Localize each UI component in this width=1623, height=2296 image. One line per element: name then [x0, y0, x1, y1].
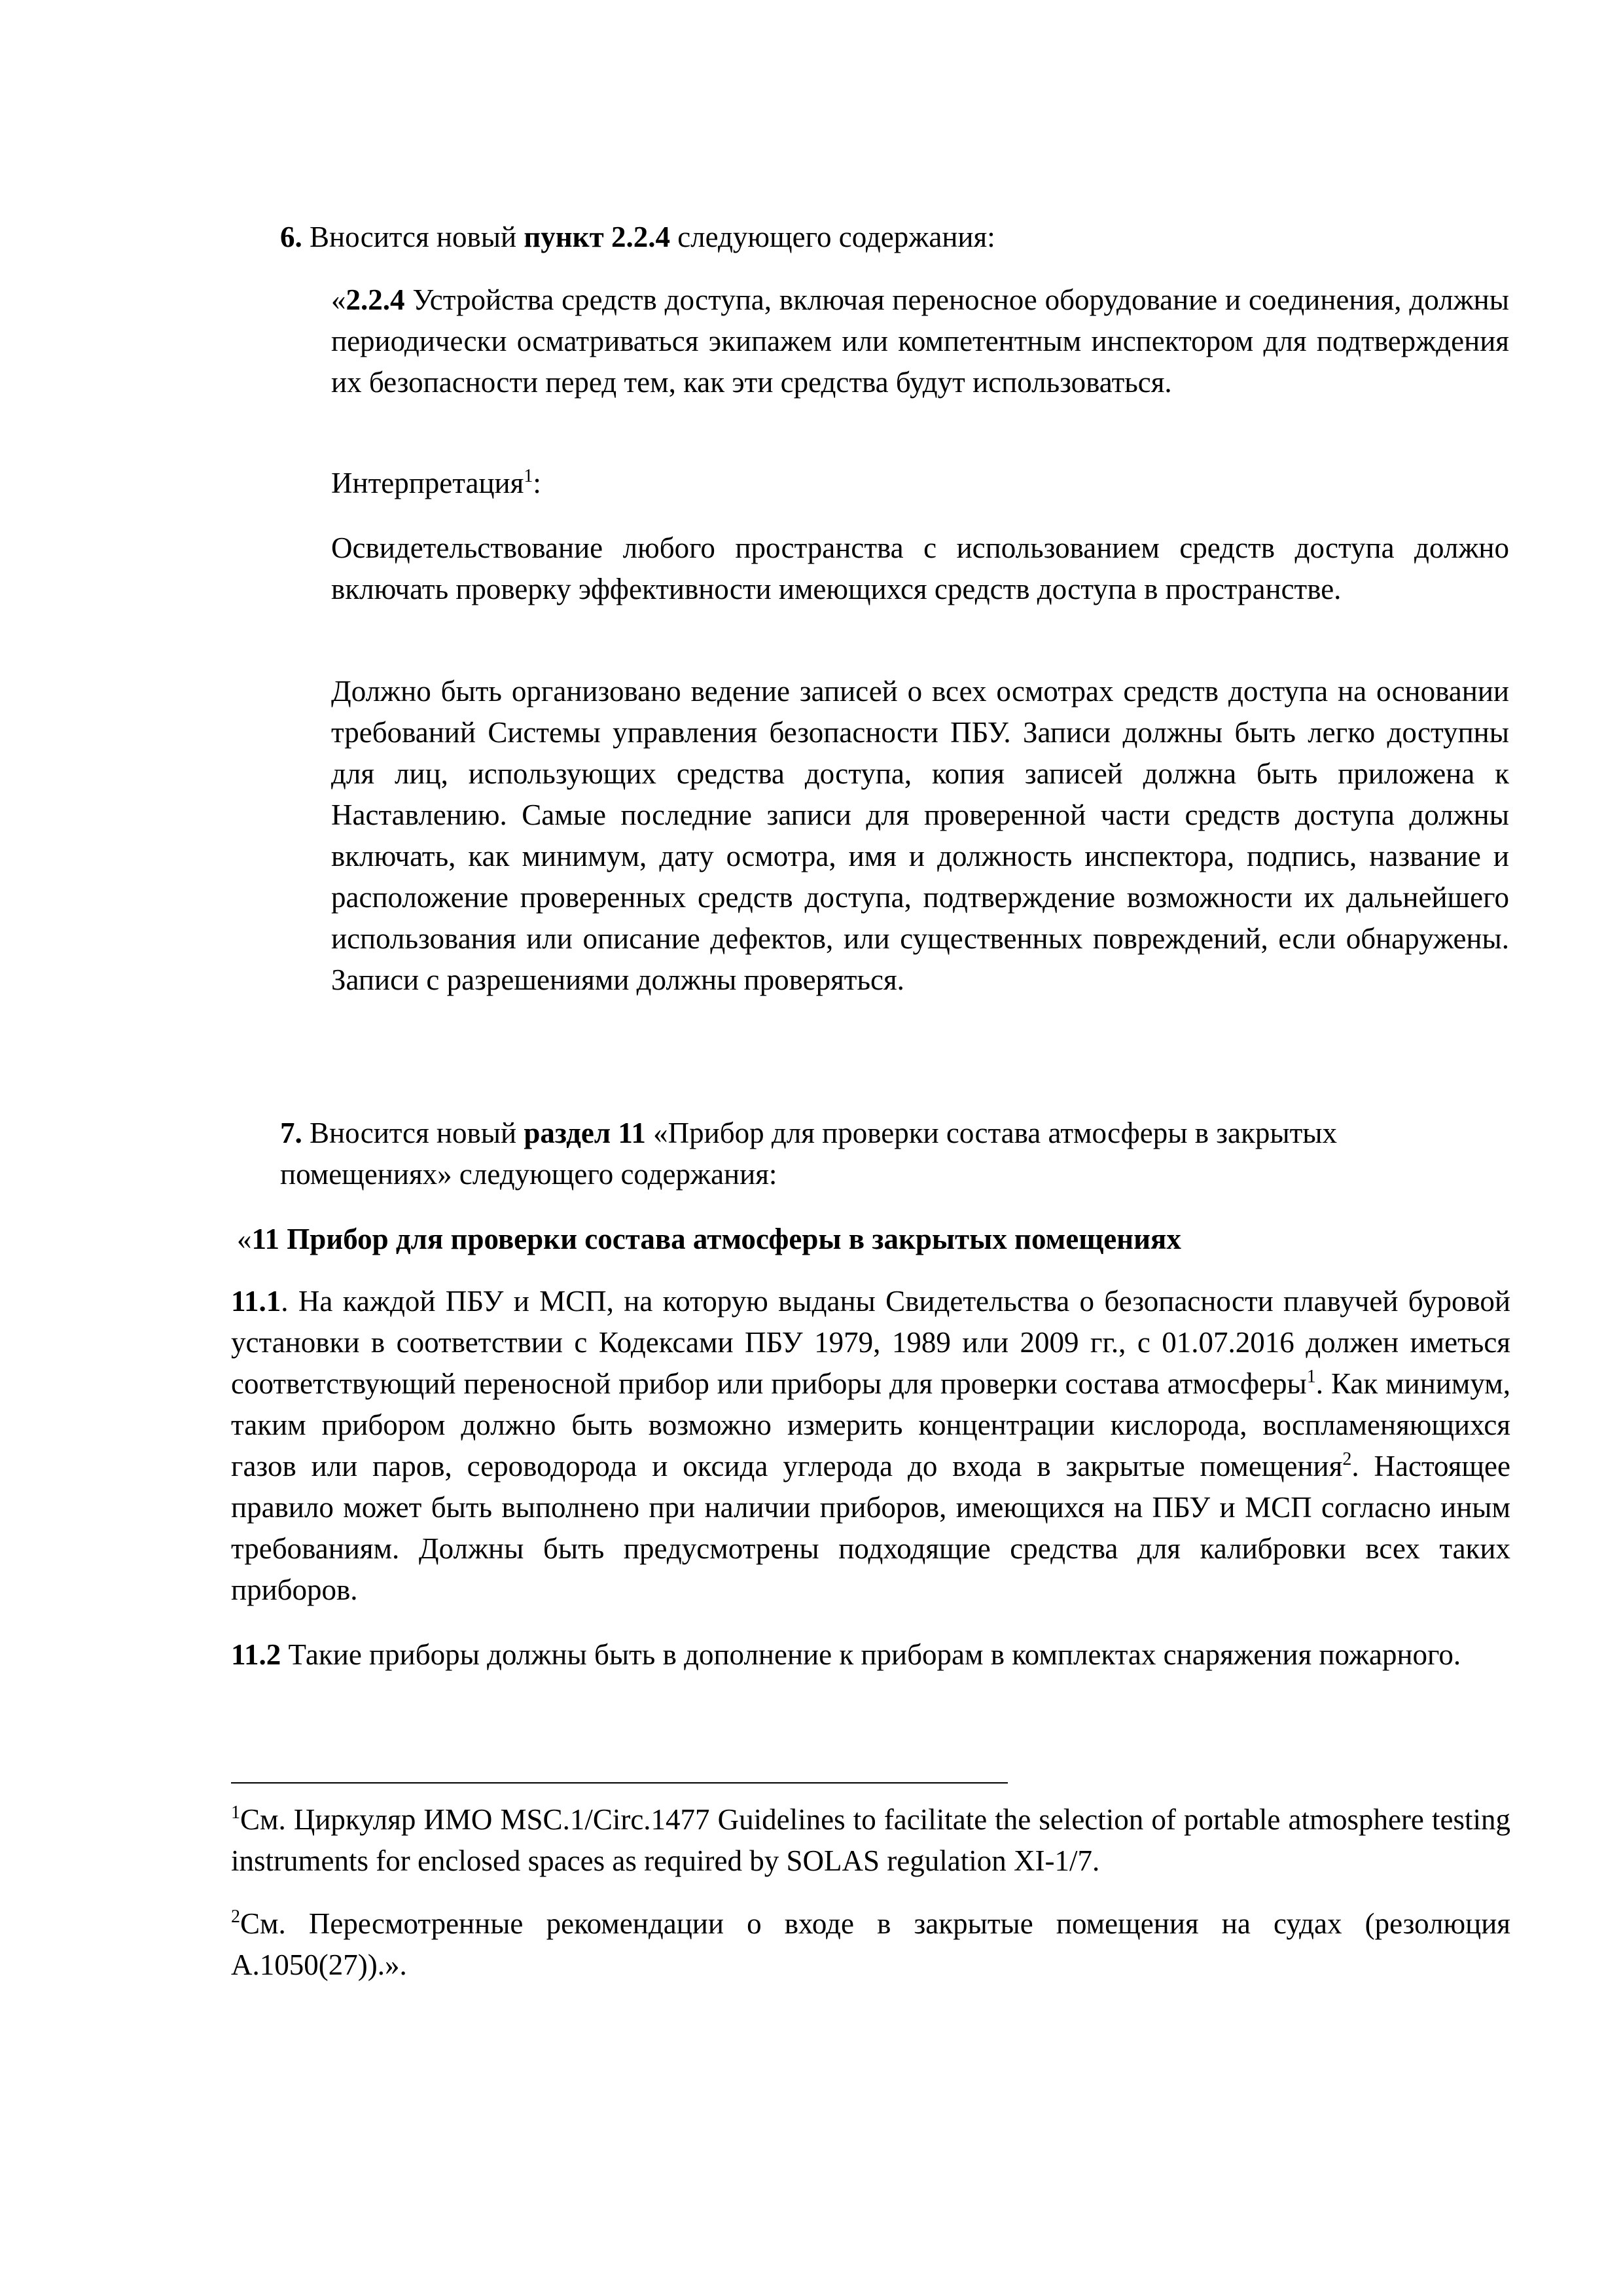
clause-2-2-4-open-quote: «	[331, 283, 346, 316]
item-6-intro	[280, 217, 1510, 258]
records-paragraph: Должно быть организовано ведение записей о всех осмотрах средств доступа на основании требований Системы управления безопасности ПБУ. Записи должны быть легко доступны для лиц, использующих средства доступа, копия записей должна быть приложена к Наставлению. Самые последние записи для проверенной части средств доступа должны включать, как минимум, дату осмотра, имя и должность инспектора, подпись, название и расположение проверенных средств доступа, подтверждение возможности их дальнейшего использования или описание дефектов, или существенных повреждений, если обнаружены. Записи с разрешениями должны проверяться.	[331, 675, 1509, 996]
section-11-open-quote: «	[237, 1223, 252, 1255]
item-6-bold-ref: пункт 2.2.4	[524, 221, 670, 253]
footnote-ref-1: 1	[1306, 1367, 1316, 1387]
paragraph-11-1	[231, 1281, 1510, 1611]
footnote-2-mark: 2	[231, 1907, 240, 1927]
paragraph-11-1-number: 11.1	[231, 1285, 281, 1318]
item-7-text-a: Вносится новый	[302, 1117, 524, 1149]
interpretation-heading	[331, 463, 1509, 504]
item-7-text-b: «Прибор для проверки состава атмосферы в закрытых помещениях» следующего содержания:	[280, 1117, 1337, 1191]
clause-2-2-4-text: Устройства средств доступа, включая переносное оборудование и соединения, должны периодически осматриваться экипажем или компетентным инспектором для подтверждения их безопасности перед тем, как эти средства будут использоваться.	[331, 283, 1509, 399]
interpretation-label: Интерпретация	[331, 467, 524, 499]
interpretation-colon: :	[533, 467, 541, 499]
item-7-intro	[280, 1113, 1510, 1195]
clause-2-2-4	[331, 279, 1509, 403]
survey-paragraph: Освидетельствование любого пространства с использованием средств доступа должно включать проверку эффективности имеющихся средств доступа в пространстве.	[331, 531, 1509, 605]
item-6-number: 6.	[280, 221, 302, 253]
paragraph-11-1-text-b: . Как минимум, таким прибором должно быть возможно измерить концентрации кислорода, воспламеняющихся газов или паров, сероводорода и оксида углерода до входа в закрытые помещения	[231, 1367, 1510, 1482]
section-11-heading	[237, 1219, 1513, 1260]
paragraph-11-2-text: Такие приборы должны быть в дополнение к приборам в комплектах снаряжения пожарного.	[281, 1638, 1461, 1671]
item-6-text-a: Вносится новый	[302, 221, 524, 253]
section-11-title: 11 Прибор для проверки состава атмосферы в закрытых помещениях	[251, 1223, 1181, 1255]
item-6-text-b: следующего содержания:	[669, 221, 995, 253]
footnote-ref-2: 2	[1342, 1449, 1352, 1469]
clause-2-2-4-number: 2.2.4	[346, 283, 405, 316]
paragraph-11-2	[231, 1634, 1510, 1676]
item-7-bold-ref: раздел 11	[524, 1117, 646, 1149]
paragraph-11-1-text-c: . Настоящее правило может быть выполнено при наличии приборов, имеющихся на ПБУ и МСП согласно иным требованиям. Должны быть предусмотрены подходящие средства для калибровки всех таких приборов.	[231, 1450, 1510, 1606]
item-7-number: 7.	[280, 1117, 302, 1149]
footnote-ref-1: 1	[524, 466, 533, 486]
paragraph-11-1-text-a: . На каждой ПБУ и МСП, на которую выданы Свидетельства о безопасности плавучей буровой установки в соответствии с Кодексами ПБУ 1979, 1989 или 2009 гг., с 01.07.2016 должен иметься соответствующий переносной прибор или приборы для проверки состава атмосферы	[231, 1285, 1510, 1400]
footnote-1-text: См. Циркуляр ИМО MSC.1/Circ.1477 Guidelines to facilitate the selection of portable atmosphere testing instruments for enclosed spaces as required by SOLAS regulation XI-1/7.	[231, 1803, 1510, 1877]
paragraph-11-2-number: 11.2	[231, 1638, 281, 1671]
footnote-2-text: См. Пересмотренные рекомендации о входе в закрытые помещения на судах (резолюция А.1050(27)).».	[231, 1907, 1510, 1981]
footnote-separator	[231, 1782, 1008, 1784]
footnote-2	[231, 1903, 1510, 1986]
footnote-1-mark: 1	[231, 1803, 240, 1823]
footnote-1	[231, 1799, 1510, 1882]
